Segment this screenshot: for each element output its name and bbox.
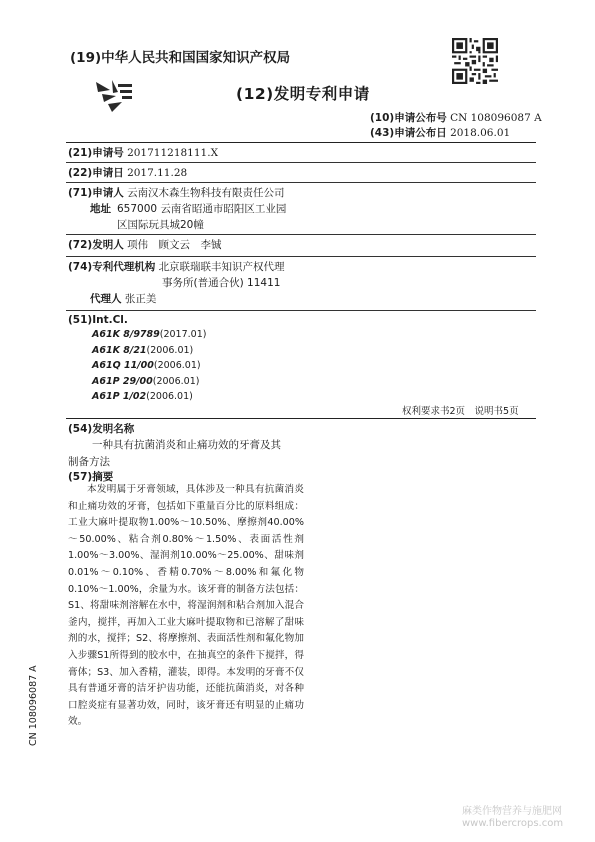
classification-date: (2017.01) [159, 329, 207, 340]
application-number-value: 201711218111.X [127, 147, 219, 159]
watermark-line-1: 麻类作物营养与施肥网 [462, 806, 562, 817]
publication-number-value: CN 108096087 A [450, 112, 542, 124]
abstract-label: (57)摘要 [68, 471, 114, 483]
classification-date: (2006.01) [146, 344, 194, 356]
invention-title-line-2: 制备方法 [68, 456, 110, 468]
divider [66, 234, 536, 235]
filing-date [68, 166, 187, 181]
address-line-2: 区国际玩具城20幢 [117, 219, 204, 231]
applicant-value: 云南汉木森生物科技有限责任公司 [127, 187, 285, 199]
classification-item [92, 360, 201, 371]
classification-item [92, 329, 206, 340]
classification-item [92, 345, 193, 356]
filing-date-value: 2017.11.28 [127, 167, 188, 179]
classification-code: A61Q 11/00 [92, 360, 154, 371]
watermark-line-2: www.fibercrops.com [462, 818, 564, 829]
patent-agency-line-1: 北京联瑞联丰知识产权代理 [158, 261, 285, 273]
patent-agency [68, 260, 285, 275]
office-name: (19)中华人民共和国国家知识产权局 [70, 50, 291, 66]
agent [90, 292, 156, 307]
filing-date-label: (22)申请日 [68, 167, 124, 179]
applicant [68, 186, 285, 201]
publication-number [370, 111, 542, 126]
biblio-divider [66, 418, 536, 419]
header-divider [66, 142, 536, 143]
classification-date: (2006.01) [146, 391, 193, 402]
agent-value: 张正美 [124, 293, 157, 305]
publication-date [370, 126, 510, 141]
applicant-label: (71)申请人 [68, 187, 124, 199]
invention-title-label: (54)发明名称 [68, 423, 135, 435]
watermark [462, 806, 563, 830]
publication-date-label: (43)申请公布日 [370, 127, 447, 139]
application-number [68, 146, 218, 161]
cnipa-emblem-icon [92, 78, 138, 116]
application-number-label: (21)申请号 [68, 147, 124, 159]
divider [66, 182, 536, 183]
classification-code: A61K 8/9789 [92, 329, 160, 340]
inventors-label: (72)发明人 [68, 239, 124, 251]
patent-agency-label: (74)专利代理机构 [68, 261, 156, 273]
classification-date: (2006.01) [152, 375, 200, 387]
classification-code: A61P 29/00 [92, 375, 153, 387]
agent-label: 代理人 [90, 293, 122, 305]
document-type: (12)发明专利申请 [236, 85, 370, 103]
divider [66, 256, 536, 257]
int-cl-label: (51)Int.Cl. [68, 314, 128, 326]
classification-code: A61P 1/02 [92, 391, 147, 402]
divider [66, 162, 536, 163]
side-publication-number: CN 108096087 A [28, 665, 39, 746]
address-label: 地址 [90, 203, 111, 215]
classification-item [92, 376, 199, 387]
patent-agency-line-2: 事务所(普通合伙) 11411 [162, 277, 281, 289]
classification-date: (2006.01) [153, 360, 201, 371]
publication-date-value: 2018.06.01 [450, 127, 511, 139]
abstract-text: 本发明属于牙膏领域，具体涉及一种具有抗菌消炎和止痛功效的牙膏，包括如下重量百分比的原料组成：工业大麻叶提取物1.00%～10.50%、摩擦剂40.00%～50.00%、粘合剂0.80%～1.50%、表面活性剂1.00%～3.00%、湿润剂10.00%～25.00%、甜味剂0.01%～0.10%、香精0.70%～8.00%和氟化物0.10%～1.00%，余量为水。该牙膏的制备方法包括：S1、将甜味剂溶解在水中，将湿润剂和粘合剂加入混合釜内，搅拌，再加入工业大麻叶提取物和已溶解了甜味剂的水，搅拌；S2、将摩擦剂、表面活性剂和氟化物加入步骤S1所得到的胶水中，在抽真空的条件下搅拌，得膏体；S3、加入香精，灌装，即得。本发明的牙膏不仅具有普通牙膏的洁牙护齿功能，还能抗菌消炎，对各种口腔炎症有显著功效，同时，该牙膏还有明显的止痛功效。 [68, 484, 304, 728]
inventors-value: 项伟 顾文云 李铖 [127, 239, 222, 251]
invention-title-line-1: 一种具有抗菌消炎和止痛功效的牙膏及其 [92, 439, 281, 451]
classification-code: A61K 8/21 [92, 344, 147, 356]
address-line-1: 657000 云南省昭通市昭阳区工业园 [117, 203, 287, 215]
publication-number-label: (10)申请公布号 [370, 112, 447, 124]
classification-item [92, 391, 193, 402]
page-counts: 权利要求书2页 说明书5页 [402, 406, 519, 417]
divider [66, 310, 536, 311]
inventors [68, 238, 222, 253]
qr-code-icon [452, 38, 498, 84]
